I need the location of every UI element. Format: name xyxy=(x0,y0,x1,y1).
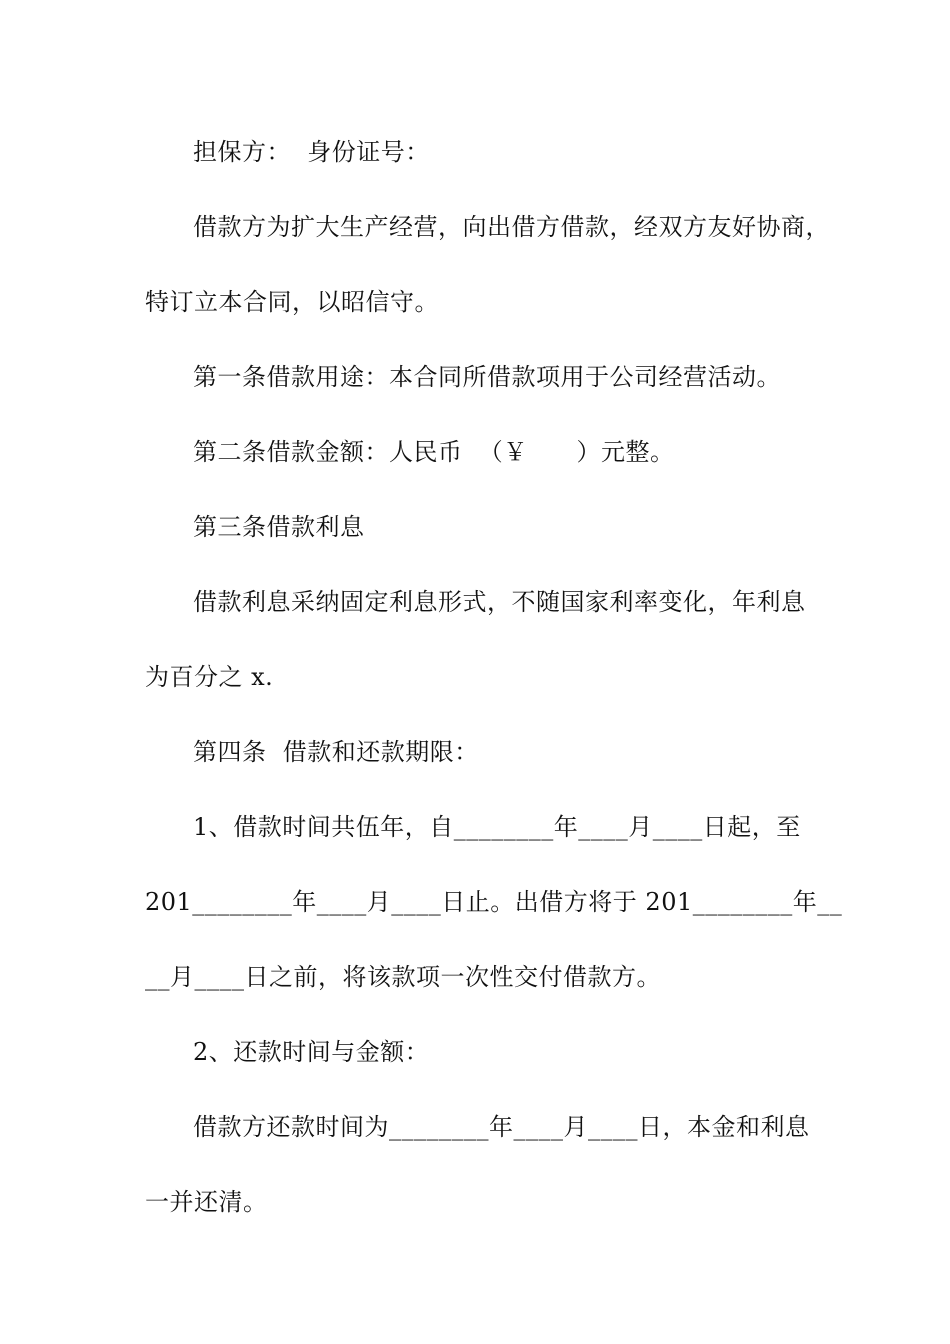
repayment-line-2: 一并还清。 xyxy=(145,1188,268,1216)
repayment-line-1: 借款方还款时间为________年____月____日，本金和利息 xyxy=(193,1113,810,1141)
article-1-purpose: 第一条借款用途：本合同所借款项用于公司经营活动。 xyxy=(193,363,781,391)
term-line-2: 201________年____月____日止。出借方将于 201________年__ xyxy=(145,888,843,916)
repayment-heading: 2、还款时间与金额： xyxy=(193,1038,430,1066)
term-line-1: 1、借款时间共伍年，自________年____月____日起，至 xyxy=(193,813,801,841)
preamble-line-1: 借款方为扩大生产经营，向出借方借款，经双方友好协商， xyxy=(193,213,830,241)
interest-line-2: 为百分之 x. xyxy=(145,663,274,691)
preamble-line-2: 特订立本合同，以昭信守。 xyxy=(145,288,439,316)
guarantor-line: 担保方： 身份证号： xyxy=(193,138,430,166)
article-3-heading: 第三条借款利息 xyxy=(193,513,365,541)
term-line-3: __月____日之前，将该款项一次性交付借款方。 xyxy=(145,963,661,991)
interest-line-1: 借款利息采纳固定利息形式，不随国家利率变化，年利息 xyxy=(193,588,806,616)
article-4-heading: 第四条 借款和还款期限： xyxy=(193,738,479,766)
article-2-amount: 第二条借款金额：人民币 （￥ ）元整。 xyxy=(193,438,675,466)
